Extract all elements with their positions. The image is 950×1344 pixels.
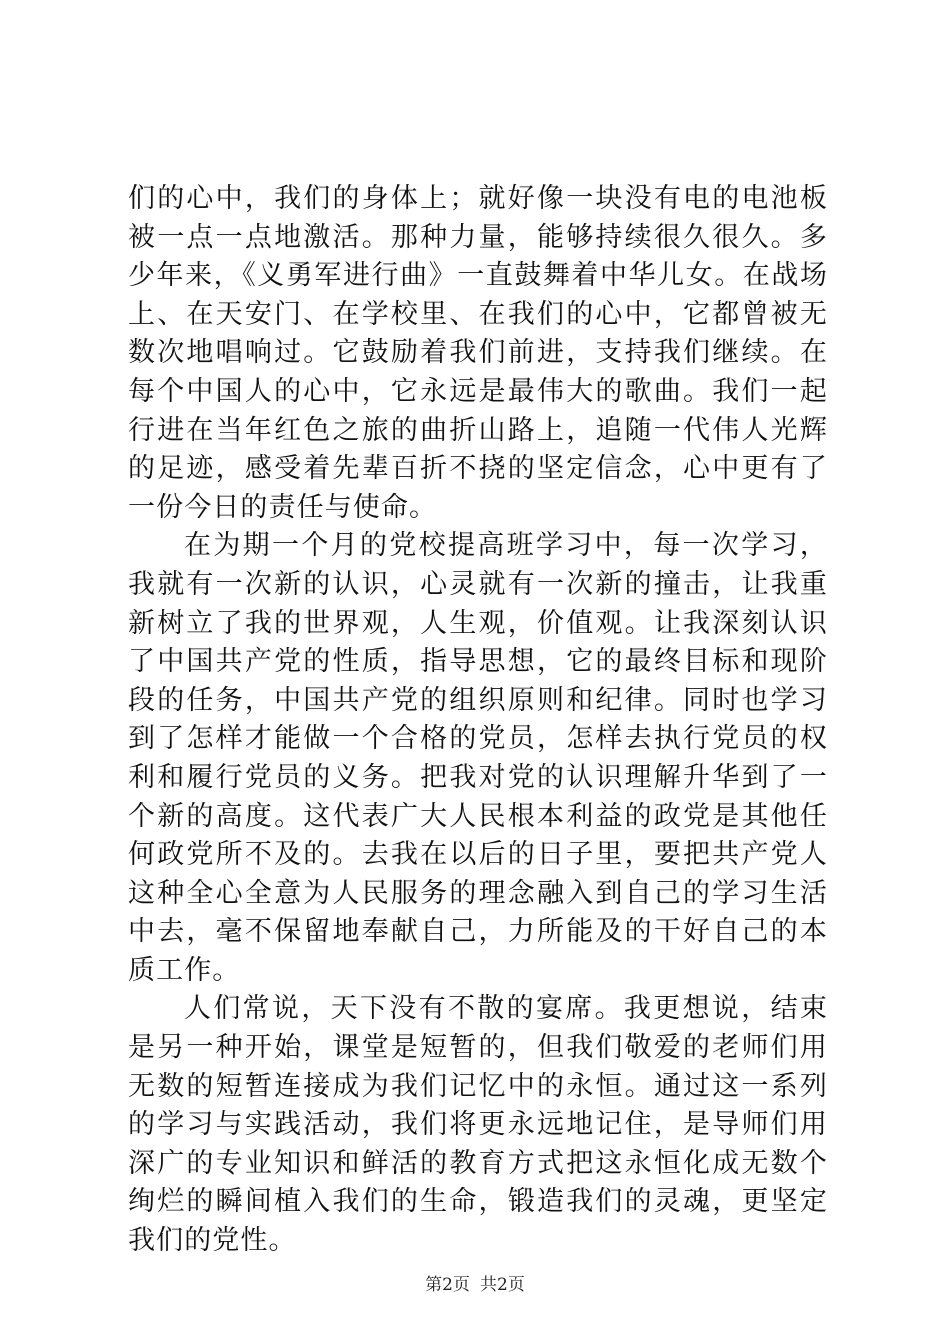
document-body — [128, 180, 828, 1261]
page-total: 共2页 — [480, 1275, 525, 1295]
page-footer — [0, 1274, 950, 1296]
paragraph: 在为期一个月的党校提高班学习中，每一次学习，我就有一次新的认识，心灵就有一次新的撞击，让我重新树立了我的世界观，人生观，价值观。让我深刻认识了中国共产党的性质，指导思想，它的最终目标和现阶段的任务，中国共产党的组织原则和纪律。同时也学习到了怎样才能做一个合格的党员，怎样去执行党员的权利和履行党员的义务。把我对党的认识理解升华到了一个新的高度。这代表广大人民根本利益的政党是其他任何政党所不及的。去我在以后的日子里，要把共产党人这种全心全意为人民服务的理念融入到自己的学习生活中去，毫不保留地奉献自己，力所能及的干好自己的本质工作。 — [128, 530, 828, 986]
paragraph: 人们常说，天下没有不散的宴席。我更想说，结束是另一种开始，课堂是短暂的，但我们敬爱的老师们用无数的短暂连接成为我们记忆中的永恒。通过这一系列的学习与实践活动，我们将更永远地记住，是导师们用深广的专业知识和鲜活的教育方式把这永恒化成无数个绚烂的瞬间植入我们的生命，锻造我们的灵魂，更坚定我们的党性。 — [128, 993, 828, 1257]
paragraph-continued: 们的心中，我们的身体上；就好像一块没有电的电池板被一点一点地激活。那种力量，能够持续很久很久。多少年来，《义勇军进行曲》一直鼓舞着中华儿女。在战场上、在天安门、在学校里、在我们的心中，它都曾被无数次地唱响过。它鼓励着我们前进，支持我们继续。在每个中国人的心中，它永远是最伟大的歌曲。我们一起行进在当年红色之旅的曲折山路上，追随一代伟人光辉的足迹，感受着先辈百折不挠的坚定信念，心中更有了一份今日的责任与使命。 — [128, 183, 828, 523]
page-number: 第2页 — [425, 1275, 470, 1295]
